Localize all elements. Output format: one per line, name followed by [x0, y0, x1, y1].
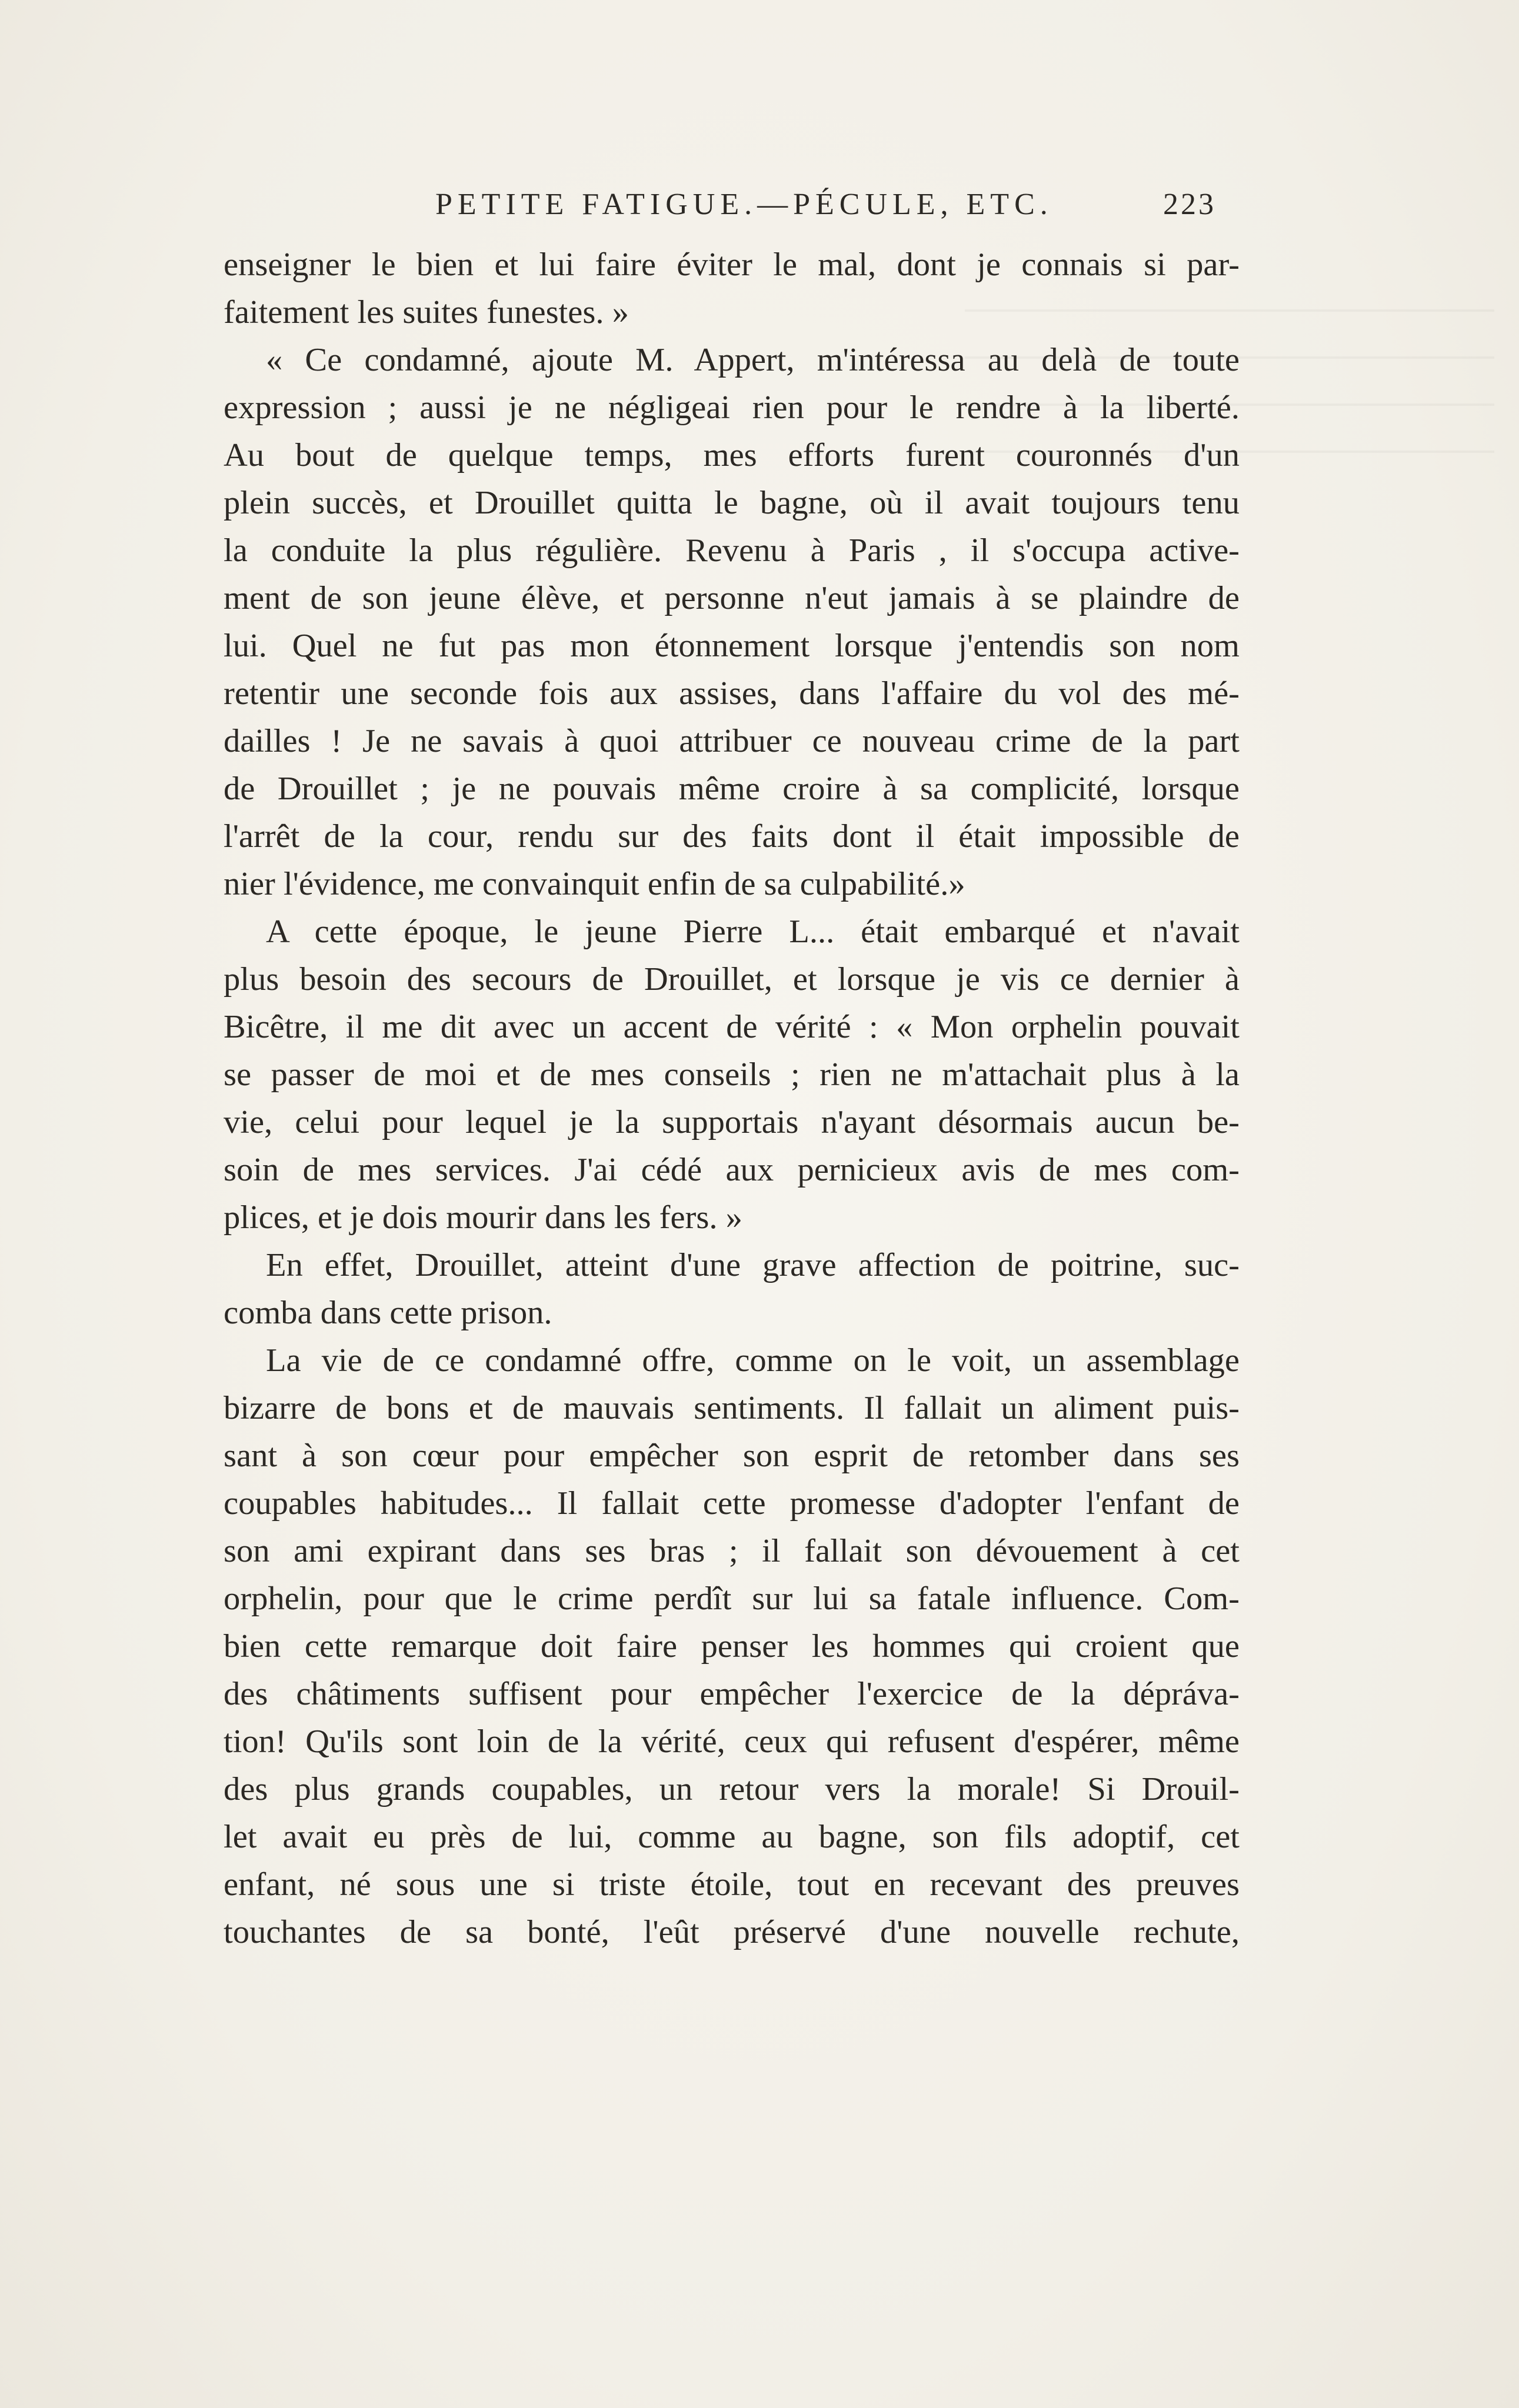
text-line: enfant, né sous une si triste étoile, tout en recevant des preuves: [224, 1866, 1240, 1903]
running-title: PETITE FATIGUE.—PÉCULE, ETC.: [435, 188, 1053, 221]
text-line: Au bout de quelque temps, mes efforts furent couronnés d'un: [224, 437, 1240, 473]
page-number: 223: [1163, 188, 1216, 221]
text-line: bizarre de bons et de mauvais sentiments. Il fallait un aliment puis-: [224, 1390, 1240, 1426]
text-line: dailles ! Je ne savais à quoi attribuer ce nouveau crime de la part: [224, 723, 1240, 759]
text-line: la conduite la plus régulière. Revenu à Paris , il s'occupa active-: [224, 532, 1240, 569]
text-line: lui. Quel ne fut pas mon étonnement lorsque j'entendis son nom: [224, 628, 1240, 664]
body-text: [224, 241, 1240, 1956]
text-line: La vie de ce condamné offre, comme on le voit, un assemblage: [266, 1342, 1240, 1379]
text-line: Bicêtre, il me dit avec un accent de vérité : « Mon orphelin pouvait: [224, 1009, 1240, 1045]
text-line: tion! Qu'ils sont loin de la vérité, ceux qui refusent d'espérer, même: [224, 1723, 1240, 1760]
text-line: faitement les suites funestes. »: [224, 294, 629, 331]
text-line: let avait eu près de lui, comme au bagne, son fils adoptif, cet: [224, 1819, 1240, 1855]
text-line: plus besoin des secours de Drouillet, et lorsque je vis ce dernier à: [224, 961, 1240, 998]
text-line: « Ce condamné, ajoute M. Appert, m'intéressa au delà de toute: [266, 342, 1240, 378]
text-line: bien cette remarque doit faire penser les hommes qui croient que: [224, 1628, 1240, 1665]
text-line: retentir une seconde fois aux assises, dans l'affaire du vol des mé-: [224, 675, 1240, 712]
text-line: ment de son jeune élève, et personne n'eut jamais à se plaindre de: [224, 580, 1240, 616]
text-line: se passer de moi et de mes conseils ; rien ne m'attachait plus à la: [224, 1056, 1240, 1093]
text-line: orphelin, pour que le crime perdît sur lui sa fatale influence. Com-: [224, 1580, 1240, 1617]
text-line: sant à son cœur pour empêcher son esprit de retomber dans ses: [224, 1438, 1240, 1474]
text-line: l'arrêt de la cour, rendu sur des faits dont il était impossible de: [224, 818, 1240, 855]
text-line: soin de mes services. J'ai cédé aux pernicieux avis de mes com-: [224, 1152, 1240, 1188]
running-head: [224, 187, 1216, 234]
text-line: A cette époque, le jeune Pierre L... était embarqué et n'avait: [266, 913, 1240, 950]
text-line: des plus grands coupables, un retour vers la morale! Si Drouil-: [224, 1771, 1240, 1807]
text-line: enseigner le bien et lui faire éviter le mal, dont je connais si par-: [224, 246, 1240, 283]
text-line: son ami expirant dans ses bras ; il fallait son dévouement à cet: [224, 1533, 1240, 1569]
text-line: expression ; aussi je ne négligeai rien pour le rendre à la liberté.: [224, 389, 1240, 426]
text-line: plices, et je dois mourir dans les fers. »: [224, 1199, 742, 1236]
text-line: touchantes de sa bonté, l'eût préservé d'une nouvelle rechute,: [224, 1914, 1240, 1950]
text-line: plein succès, et Drouillet quitta le bagne, où il avait toujours tenu: [224, 485, 1240, 521]
text-line: comba dans cette prison.: [224, 1295, 552, 1331]
text-line: de Drouillet ; je ne pouvais même croire à sa complicité, lorsque: [224, 771, 1240, 807]
text-line: des châtiments suffisent pour empêcher l'exercice de la dépráva-: [224, 1676, 1240, 1712]
text-line: nier l'évidence, me convainquit enfin de sa culpabilité.»: [224, 866, 965, 902]
text-line: vie, celui pour lequel je la supportais n'ayant désormais aucun be-: [224, 1104, 1240, 1140]
text-line: coupables habitudes... Il fallait cette promesse d'adopter l'enfant de: [224, 1485, 1240, 1522]
text-line: En effet, Drouillet, atteint d'une grave affection de poitrine, suc-: [266, 1247, 1240, 1283]
